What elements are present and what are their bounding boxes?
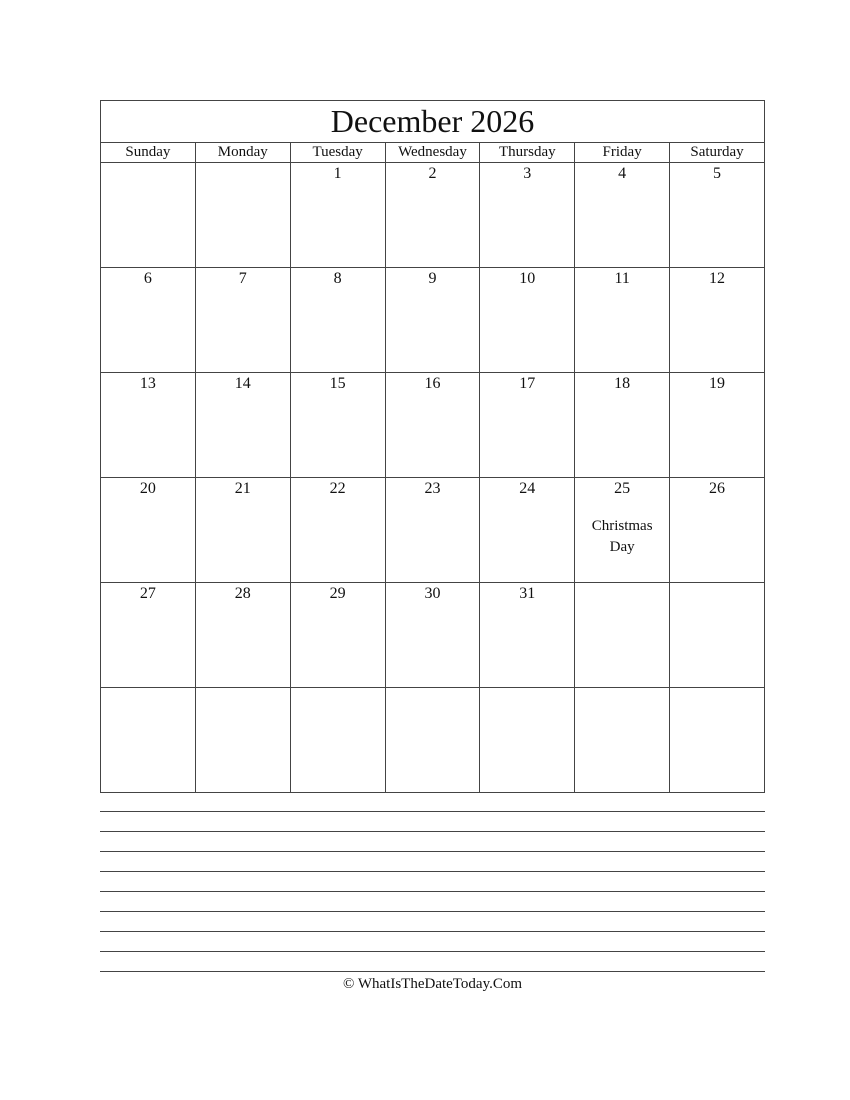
note-line[interactable] [100,891,765,911]
day-cell[interactable] [101,163,196,268]
weekday-sunday: Sunday [101,143,196,163]
day-cell[interactable] [290,163,385,268]
calendar-title: December 2026 [101,101,765,143]
weekday-monday: Monday [195,143,290,163]
week-row [101,688,765,793]
note-line[interactable] [100,831,765,851]
day-number: 22 [329,480,346,497]
day-number: 19 [709,375,726,392]
day-cell[interactable] [480,163,575,268]
day-cell[interactable] [480,373,575,478]
day-cell[interactable] [290,373,385,478]
week-row [101,163,765,268]
day-number: 5 [713,165,722,182]
day-number: 27 [139,585,156,602]
day-number: 14 [234,375,251,392]
day-number: 26 [709,480,726,497]
weekday-saturday: Saturday [670,143,765,163]
day-number: 6 [143,270,152,287]
day-number: 17 [519,375,536,392]
weekday-header-row [101,143,765,163]
day-number: 16 [424,375,441,392]
day-cell[interactable] [101,583,196,688]
day-cell[interactable] [385,478,480,583]
day-number: 15 [329,375,346,392]
day-cell[interactable] [575,268,670,373]
day-cell[interactable] [575,583,670,688]
day-number: 24 [519,480,536,497]
day-number: 13 [139,375,156,392]
day-cell[interactable] [385,583,480,688]
day-number: 8 [333,270,342,287]
day-cell[interactable] [385,373,480,478]
day-number: 11 [614,270,630,287]
day-cell[interactable] [290,268,385,373]
day-cell[interactable] [480,268,575,373]
day-cell[interactable] [670,478,765,583]
day-cell[interactable] [101,373,196,478]
day-cell[interactable] [385,688,480,793]
week-row [101,268,765,373]
day-cell[interactable] [575,688,670,793]
day-cell[interactable] [195,688,290,793]
week-row [101,478,765,583]
day-cell[interactable] [290,583,385,688]
day-cell[interactable] [385,268,480,373]
note-line[interactable] [100,811,765,831]
day-cell[interactable] [101,478,196,583]
day-number: 10 [519,270,536,287]
day-number: 28 [234,585,251,602]
day-cell[interactable] [195,268,290,373]
day-number: 1 [333,165,342,182]
day-cell[interactable] [385,163,480,268]
note-line[interactable] [100,971,765,972]
day-number: 29 [329,585,346,602]
weekday-friday: Friday [575,143,670,163]
day-number: 30 [424,585,441,602]
day-cell[interactable] [480,583,575,688]
day-cell[interactable] [101,268,196,373]
day-cell[interactable] [575,478,670,583]
day-number: 31 [519,585,536,602]
day-cell[interactable] [195,373,290,478]
day-cell[interactable] [670,163,765,268]
note-line[interactable] [100,851,765,871]
day-number: 12 [709,270,726,287]
week-row [101,373,765,478]
day-cell[interactable] [480,688,575,793]
weekday-wednesday: Wednesday [385,143,480,163]
day-number: 25 [614,480,631,497]
day-cell[interactable] [575,373,670,478]
day-cell[interactable] [195,583,290,688]
day-cell[interactable] [101,688,196,793]
day-cell[interactable] [670,373,765,478]
day-number: 7 [238,270,247,287]
footer-copyright: © WhatIsTheDateToday.Com [342,976,523,992]
holiday-label: Christmas Day [591,518,653,555]
note-line[interactable] [100,911,765,931]
day-number: 21 [234,480,251,497]
day-cell[interactable] [195,478,290,583]
day-number: 20 [139,480,156,497]
day-cell[interactable] [195,163,290,268]
day-cell[interactable] [480,478,575,583]
day-number: 9 [428,270,437,287]
note-line[interactable] [100,931,765,951]
week-row [101,583,765,688]
day-number: 2 [428,165,437,182]
note-line[interactable] [100,951,765,971]
day-cell[interactable] [670,688,765,793]
day-cell[interactable] [670,268,765,373]
weekday-tuesday: Tuesday [290,143,385,163]
day-cell[interactable] [290,478,385,583]
note-line[interactable] [100,871,765,891]
day-number: 18 [614,375,631,392]
notes-lines [100,811,765,972]
day-number: 4 [618,165,627,182]
weekday-thursday: Thursday [480,143,575,163]
day-cell[interactable] [290,688,385,793]
day-number: 23 [424,480,441,497]
day-cell[interactable] [670,583,765,688]
calendar-grid [100,100,765,793]
day-number: 3 [523,165,532,182]
day-cell[interactable] [575,163,670,268]
